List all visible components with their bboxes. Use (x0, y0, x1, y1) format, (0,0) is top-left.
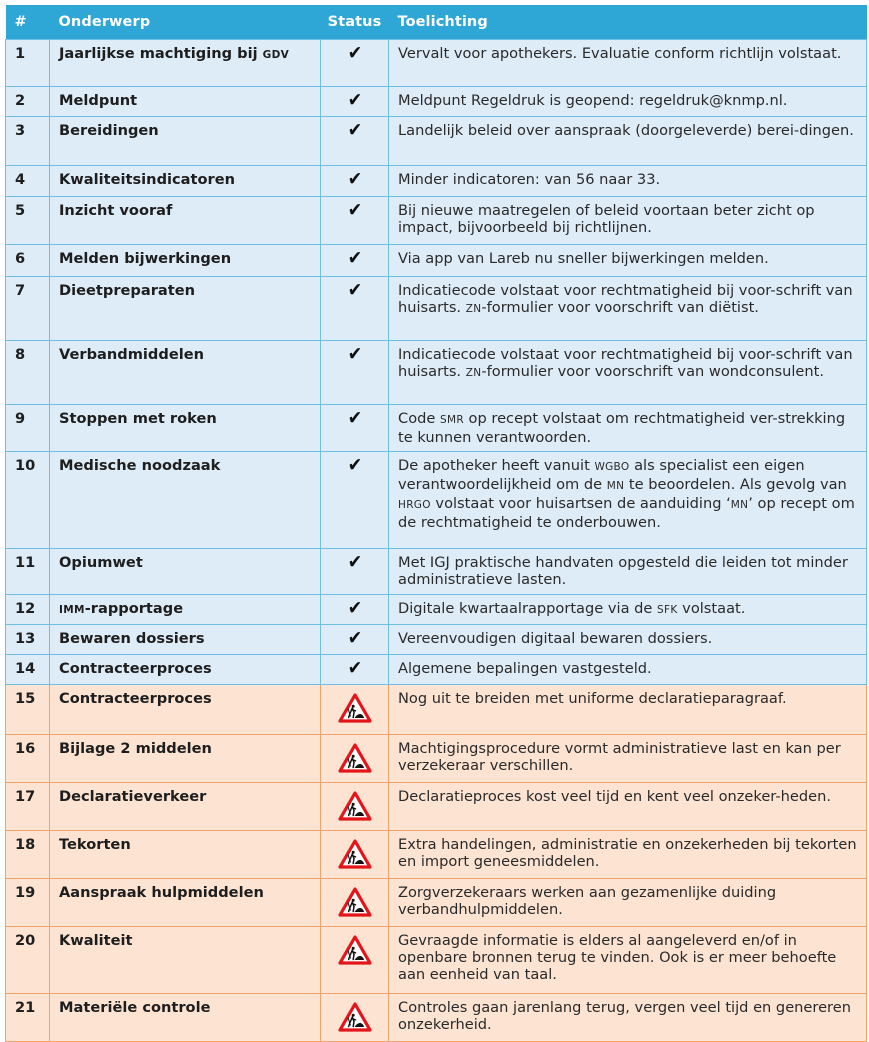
explanation-text: Zorgverzekeraars werken aan gezamenlijke duiding verbandhulpmiddelen. (398, 883, 777, 918)
row-number: 11 (6, 548, 50, 594)
explanation-text: Algemene bepalingen vastgesteld. (398, 659, 652, 677)
explanation-text: volstaat. (677, 599, 746, 617)
row-number: 9 (6, 404, 50, 451)
row-subject (50, 594, 321, 624)
table-row (6, 276, 867, 340)
subject-abbreviation: IMM (59, 603, 85, 616)
row-explanation (389, 782, 867, 830)
row-status (321, 548, 389, 594)
row-status (321, 734, 389, 782)
row-number: 21 (6, 993, 50, 1041)
check-icon: ✔ (347, 278, 362, 301)
row-explanation (389, 196, 867, 244)
subject-text: Bereidingen (59, 121, 159, 139)
table-row (6, 116, 867, 165)
row-number: 16 (6, 734, 50, 782)
subject-text: Materiële controle (59, 998, 211, 1016)
row-status (321, 404, 389, 451)
row-status (321, 594, 389, 624)
explanation-text: Gevraagde informatie is elders al aangeleverd en/of in openbare bronnen terug te vinden. Ook is er meer behoefte aan eenheid van taal. (398, 931, 837, 983)
check-icon: ✔ (347, 167, 362, 190)
row-status (321, 116, 389, 165)
roadworks-warning-icon (338, 1002, 372, 1032)
header-num: # (6, 5, 50, 39)
roadworks-warning-icon (338, 693, 372, 723)
check-icon: ✔ (347, 118, 362, 141)
check-icon: ✔ (347, 656, 362, 679)
explanation-abbreviation: SMR (440, 413, 464, 426)
row-explanation (389, 830, 867, 878)
row-subject (50, 86, 321, 116)
row-explanation (389, 878, 867, 926)
row-status (321, 39, 389, 86)
explanation-abbreviation: MN (730, 498, 749, 511)
row-status (321, 624, 389, 654)
table-row (6, 684, 867, 734)
row-number: 18 (6, 830, 50, 878)
subject-text: Inzicht vooraf (59, 201, 173, 219)
explanation-text: Extra handelingen, administratie en onzekerheden bij tekorten en import geneesmiddelen. (398, 835, 857, 870)
row-number: 19 (6, 878, 50, 926)
row-subject (50, 165, 321, 196)
roadworks-warning-icon (338, 839, 372, 869)
subject-text: Aanspraak hulpmiddelen (59, 883, 264, 901)
check-icon: ✔ (347, 550, 362, 573)
row-subject (50, 116, 321, 165)
subject-text: Bewaren dossiers (59, 629, 205, 647)
row-status (321, 340, 389, 404)
subject-text: Opiumwet (59, 553, 143, 571)
row-explanation (389, 684, 867, 734)
table-row (6, 86, 867, 116)
row-explanation (389, 926, 867, 993)
row-status (321, 684, 389, 734)
explanation-abbreviation: ZN (465, 302, 482, 315)
row-subject (50, 654, 321, 684)
check-icon: ✔ (347, 596, 362, 619)
subject-text: -rapportage (84, 599, 184, 617)
explanation-text: Met IGJ praktische handvaten opgesteld die leiden tot minder administratieve lasten. (398, 553, 848, 588)
row-subject (50, 830, 321, 878)
explanation-abbreviation: MN (606, 479, 625, 492)
table-row (6, 993, 867, 1041)
row-number: 3 (6, 116, 50, 165)
check-icon: ✔ (347, 198, 362, 221)
explanation-text: Landelijk beleid over aanspraak (doorgeleverde) berei-dingen. (398, 121, 854, 139)
check-icon: ✔ (347, 626, 362, 649)
table-row (6, 878, 867, 926)
row-explanation (389, 276, 867, 340)
subject-text: Kwaliteitsindicatoren (59, 170, 236, 188)
explanation-text: ’ op recept om de rechtmatigheid te onderbouwen. (398, 494, 855, 531)
subject-text: Medische noodzaak (59, 456, 221, 474)
explanation-text: Vereenvoudigen digitaal bewaren dossiers. (398, 629, 713, 647)
roadworks-warning-icon (338, 743, 372, 773)
subject-text: Stoppen met roken (59, 409, 217, 427)
row-subject (50, 196, 321, 244)
row-status (321, 451, 389, 548)
row-status (321, 196, 389, 244)
explanation-text: Machtigingsprocedure vormt administratieve last en kan per verzekeraar verschillen. (398, 739, 841, 774)
row-number: 10 (6, 451, 50, 548)
table-row (6, 165, 867, 196)
subject-text: Dieetpreparaten (59, 281, 196, 299)
row-explanation (389, 244, 867, 276)
row-subject (50, 624, 321, 654)
table-row (6, 654, 867, 684)
table-row (6, 451, 867, 548)
row-number: 13 (6, 624, 50, 654)
subject-text: Kwaliteit (59, 931, 133, 949)
table-row (6, 624, 867, 654)
subject-text: Jaarlijkse machtiging bij (59, 44, 263, 62)
row-subject (50, 244, 321, 276)
explanation-text: Controles gaan jarenlang terug, vergen veel tijd en genereren onzekerheid. (398, 998, 851, 1033)
explanation-text: De apotheker heeft vanuit (398, 456, 595, 474)
row-explanation (389, 165, 867, 196)
table-header (6, 5, 867, 39)
table-row (6, 594, 867, 624)
explanation-text: Code (398, 409, 440, 427)
regeldruk-overview-table (5, 5, 867, 1042)
subject-text: Contracteerproces (59, 689, 212, 707)
roadworks-warning-icon (338, 791, 372, 821)
explanation-text: Minder indicatoren: van 56 naar 33. (398, 170, 661, 188)
row-number: 8 (6, 340, 50, 404)
explanation-text: op recept volstaat om rechtmatigheid ver-strekking te kunnen verantwoorden. (398, 409, 846, 446)
explanation-text: Meldpunt Regeldruk is geopend: regeldruk@knmp.nl. (398, 91, 788, 109)
row-status (321, 993, 389, 1041)
table-body (6, 39, 867, 1041)
row-explanation (389, 86, 867, 116)
check-icon: ✔ (347, 342, 362, 365)
table-row (6, 39, 867, 86)
subject-text: Bijlage 2 middelen (59, 739, 212, 757)
explanation-text: volstaat voor huisartsen de aanduiding ‘ (430, 494, 731, 512)
table-row (6, 340, 867, 404)
row-subject (50, 926, 321, 993)
explanation-text: -formulier voor voorschrift van wondconsulent. (481, 362, 824, 380)
header-explanation: Toelichting (389, 5, 867, 39)
explanation-abbreviation: SFK (657, 603, 678, 616)
row-explanation (389, 404, 867, 451)
row-subject (50, 340, 321, 404)
explanation-text: Indicatiecode volstaat voor rechtmatigheid bij voor-schrift van huisarts. (398, 281, 853, 316)
row-status (321, 878, 389, 926)
row-status (321, 244, 389, 276)
row-explanation (389, 548, 867, 594)
row-number: 15 (6, 684, 50, 734)
row-number: 2 (6, 86, 50, 116)
explanation-text: Digitale kwartaalrapportage via de (398, 599, 658, 617)
roadworks-warning-icon (338, 935, 372, 965)
row-explanation (389, 594, 867, 624)
header-status: Status (321, 5, 389, 39)
row-status (321, 276, 389, 340)
row-number: 1 (6, 39, 50, 86)
table-row (6, 830, 867, 878)
row-subject (50, 734, 321, 782)
row-number: 17 (6, 782, 50, 830)
explanation-text: Nog uit te breiden met uniforme declaratieparagraaf. (398, 689, 787, 707)
table-row (6, 404, 867, 451)
row-subject (50, 548, 321, 594)
check-icon: ✔ (347, 41, 362, 64)
explanation-text: Vervalt voor apothekers. Evaluatie conform richtlijn volstaat. (398, 44, 842, 62)
table-row (6, 548, 867, 594)
explanation-text: Bij nieuwe maatregelen of beleid voortaan beter zicht op impact, bijvoorbeeld bij richtlijnen. (398, 201, 815, 236)
subject-text: Declaratieverkeer (59, 787, 207, 805)
subject-text: Verbandmiddelen (59, 345, 205, 363)
row-subject (50, 993, 321, 1041)
header-subject: Onderwerp (50, 5, 321, 39)
row-explanation (389, 624, 867, 654)
row-subject (50, 276, 321, 340)
explanation-text: Declaratieproces kost veel tijd en kent veel onzeker-heden. (398, 787, 831, 805)
row-number: 7 (6, 276, 50, 340)
subject-text: Meldpunt (59, 91, 138, 109)
row-explanation (389, 734, 867, 782)
row-subject (50, 404, 321, 451)
row-explanation (389, 116, 867, 165)
subject-text: Contracteerproces (59, 659, 212, 677)
row-status (321, 926, 389, 993)
row-subject (50, 684, 321, 734)
explanation-abbreviation: HRGO (398, 498, 431, 511)
row-status (321, 782, 389, 830)
row-subject (50, 878, 321, 926)
row-status (321, 830, 389, 878)
explanation-abbreviation: WGBO (594, 460, 630, 473)
row-subject (50, 782, 321, 830)
check-icon: ✔ (347, 88, 362, 111)
row-status (321, 654, 389, 684)
check-icon: ✔ (347, 246, 362, 269)
explanation-abbreviation: ZN (465, 366, 482, 379)
row-number: 12 (6, 594, 50, 624)
row-status (321, 86, 389, 116)
row-explanation (389, 451, 867, 548)
row-subject (50, 39, 321, 86)
table-row (6, 782, 867, 830)
row-explanation (389, 993, 867, 1041)
subject-text: Melden bijwerkingen (59, 249, 232, 267)
row-number: 4 (6, 165, 50, 196)
subject-text: Tekorten (59, 835, 131, 853)
row-explanation (389, 654, 867, 684)
row-number: 14 (6, 654, 50, 684)
row-status (321, 165, 389, 196)
row-number: 20 (6, 926, 50, 993)
explanation-text: -formulier voor voorschrift van diëtist. (481, 298, 759, 316)
table-row (6, 734, 867, 782)
explanation-text: als specialist een eigen verantwoordelijkheid om de (398, 456, 805, 493)
header-row (6, 5, 867, 39)
row-subject (50, 451, 321, 548)
explanation-text: te beoordelen. Als gevolg van (624, 475, 847, 493)
explanation-text: Indicatiecode volstaat voor rechtmatigheid bij voor-schrift van huisarts. (398, 345, 853, 380)
row-explanation (389, 39, 867, 86)
roadworks-warning-icon (338, 887, 372, 917)
row-explanation (389, 340, 867, 404)
subject-abbreviation: GDV (262, 48, 290, 61)
table-row (6, 926, 867, 993)
row-number: 5 (6, 196, 50, 244)
table-row (6, 244, 867, 276)
row-number: 6 (6, 244, 50, 276)
table-row (6, 196, 867, 244)
check-icon: ✔ (347, 406, 362, 429)
check-icon: ✔ (347, 453, 362, 476)
explanation-text: Via app van Lareb nu sneller bijwerkingen melden. (398, 249, 769, 267)
